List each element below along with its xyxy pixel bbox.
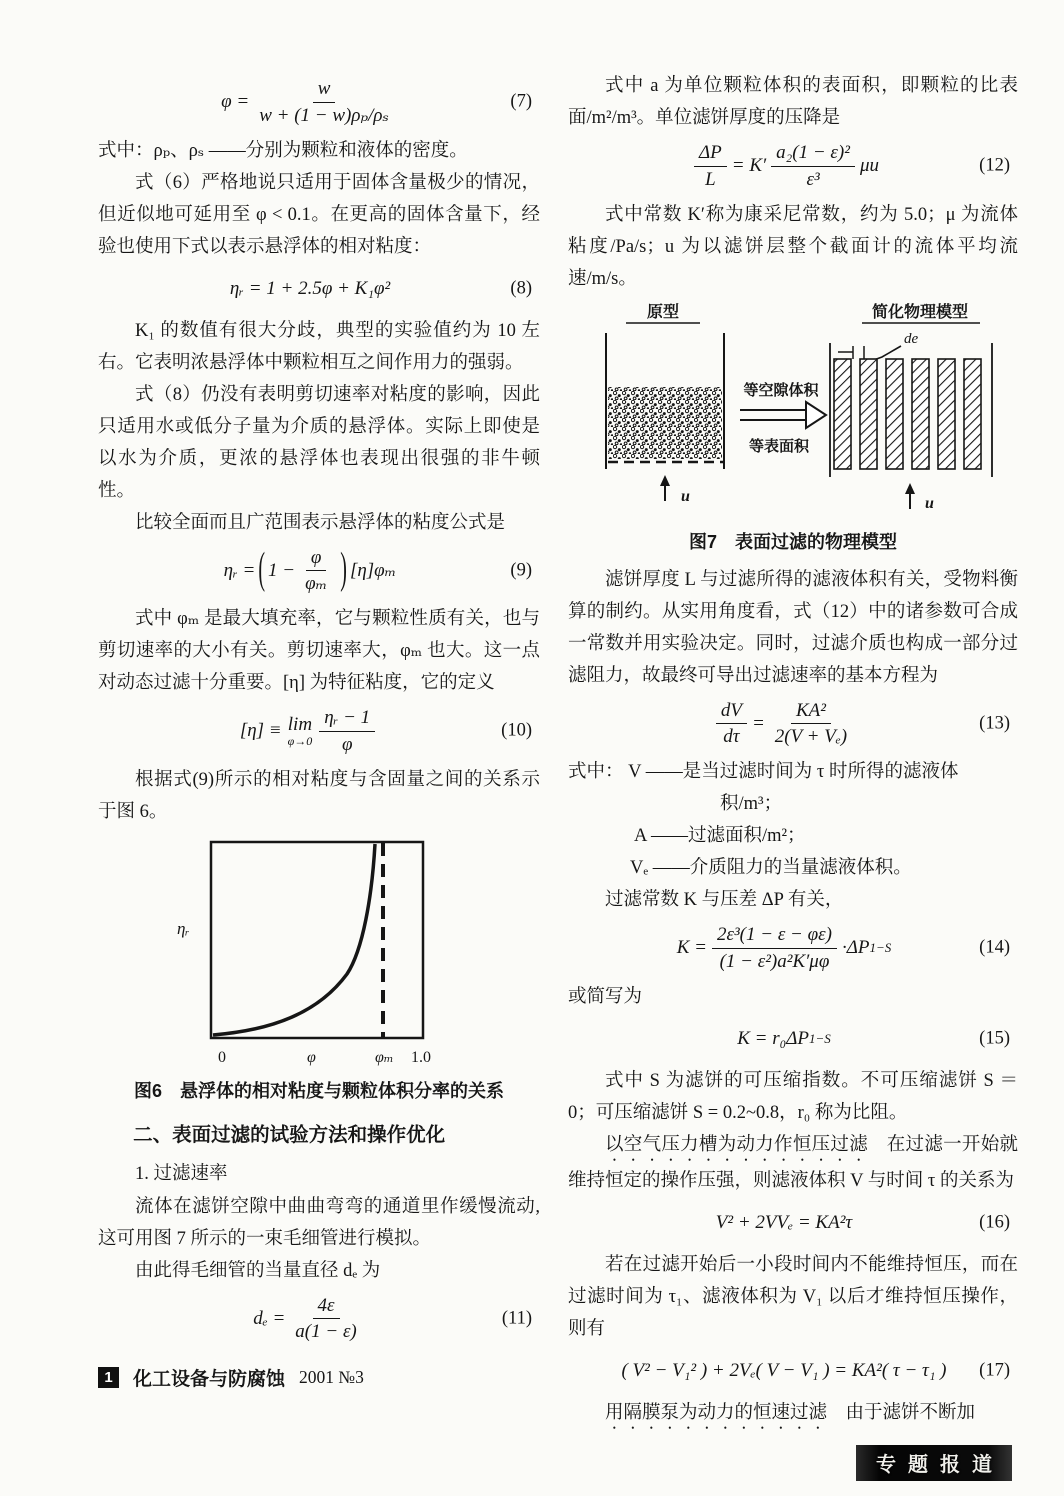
definition-line-ve: Vₑ ——介质阻力的当量滤液体积。 (630, 858, 912, 878)
eq14-lhs: K = (676, 937, 707, 959)
eq9-number: (9) (510, 560, 532, 581)
definition-line-a: A ——过滤面积/m²； (634, 826, 806, 846)
eq14-deltap: ·ΔP (841, 937, 870, 959)
figure-6-plot (149, 834, 489, 1072)
eq9-suffix: [η]φₘ (349, 560, 397, 582)
fig6-frame (211, 842, 423, 1038)
paragraph-constant-rate: 用隔膜泵为动力的恒速过滤 由于滤饼不断加 (605, 1402, 976, 1423)
eq7-number: (7) (510, 91, 532, 112)
fig7-left-title: 原型 (646, 303, 680, 321)
figure-7 (568, 301, 1018, 554)
eq9-open-paren: ( (258, 545, 266, 594)
eq11-number: (11) (501, 1308, 532, 1329)
equation-10 (98, 706, 532, 757)
equation-12 (568, 141, 1010, 192)
paragraph-constant-pressure: 以空气压力槽为动力作恒压过滤 在过滤一开始就维持恒定的操作压强，则滤液体积 V 与时间 τ 的关系为 (568, 1134, 1018, 1191)
fig7-right-title: 简化物理模型 (871, 303, 969, 321)
eq12-suffix: μu (859, 155, 879, 177)
eq12-mid: = K′ (731, 155, 767, 177)
equation-14 (568, 923, 1010, 974)
eq15-exponent: 1−S (808, 1030, 831, 1046)
eq15-number: (15) (979, 1028, 1010, 1048)
eq13-fraction-ka2: $\frac{\text{KA²}}{\text{2(V + Vₑ)}}$ (774, 699, 848, 748)
paragraph-shear-rate: 式（8）仍没有表明剪切速率对粘度的影响，因此只适用水或低分子量为介质的悬浮体。实际上即使是以水为介质，更浓的悬浮体也表现出很强的非牛顿性。 (98, 384, 540, 501)
fig7-capillary-bar (860, 359, 877, 469)
paragraph-delayed-pressure: 若在过滤开始后一小段时间内不能维持恒压，而在过滤时间为 τ₁、滤液体积为 V₁ 以后才维持恒压操作，则有 (568, 1254, 1018, 1339)
equation-15 (568, 1020, 1010, 1058)
eq12-fraction-kozeny: $\frac{\text{a₂(1 − ε)²}}{\text{ε³}}$ (771, 141, 855, 192)
paragraph-or-simplified: 或简写为 (568, 986, 643, 1007)
section-heading: 二、表面过滤的试验方法和操作优化 (133, 1123, 446, 1146)
fig7-capillary-bar (938, 359, 955, 469)
fig7-capillary-bar (964, 359, 981, 469)
paragraph-fig6-reference: 根据式(9)所示的相对粘度与含固量之间的关系示于图 6。 (98, 769, 540, 822)
eq14-fraction: $\frac{\text{2ε³(1 − ε − φε)}}{\text{(1 − ε²)a²K′μφ}}$ (712, 923, 837, 974)
fig6-x-axis-label: φ (307, 1048, 316, 1066)
equation-16: V² + 2VVₑ = KA²τ (16) (715, 1211, 1010, 1233)
fig6-tick-1: 1.0 (411, 1048, 431, 1066)
equation-9 (98, 545, 532, 597)
special-report-banner: 专题报道 (856, 1445, 1012, 1481)
eq10-limit: lim φ→0 (287, 713, 313, 748)
eq11-fraction: $\frac{4\varepsilon}{a(1 - \varepsilon)}$ (295, 1294, 357, 1343)
figure-6-caption: 图6 悬浮体的相对粘度与颗粒体积分率的关系 (133, 1080, 504, 1101)
eq10-lhs: [η] ≡ (239, 720, 282, 742)
fig6-tick-phim: φₘ (375, 1048, 394, 1066)
paragraph-cake-thickness: 滤饼厚度 L 与过滤所得的滤液体积有关，受物料衡算的制约。从实用角度看，式（12）中的诸参数可合成一常数并用实验决定。同时，过滤介质也构成一部分过滤阻力，故最终可导出过滤速率的基本方程为 (568, 569, 1018, 686)
eq12-number: (12) (979, 155, 1010, 176)
eq17-number: (17) (979, 1360, 1010, 1380)
fig7-equal-surface-label: 等表面积 (748, 437, 810, 455)
constant-rate-emphasis: 用隔膜泵为动力的恒速过滤 (605, 1402, 828, 1423)
fig7-right-u-label: u (925, 494, 934, 512)
fig7-particle-bed (608, 387, 722, 459)
eq8-number: (8) (510, 278, 532, 298)
fig6-y-axis-label: ηᵣ (177, 918, 190, 938)
paragraph-eq6-validity: 式（6）严格地说只适用于固体含量极少的情况，但近似地可延用至 φ < 0.1。在更高的固体含量下，经验也使用下式以表示悬浮体的相对粘度： (98, 172, 540, 257)
equation-17: ( V² − V₁² ) + 2Vₑ( V − V₁ ) = KA²( τ − τ₁ ) (17) (621, 1359, 1010, 1381)
figure-6 (98, 834, 540, 1103)
eq13-number: (13) (979, 713, 1010, 734)
fig6-viscosity-curve (213, 844, 375, 1035)
eq10-number: (10) (501, 720, 532, 741)
right-column (568, 70, 1018, 1481)
eq13-fraction-dvdt: $\frac{dV}{d\tau}$ (716, 699, 747, 750)
fig7-left-u-label: u (681, 487, 690, 505)
journal-title: 化工设备与防腐蚀 (133, 1369, 286, 1390)
eq10-fraction: $\frac{\text{ηᵣ − 1}}{\varphi}$ (319, 706, 375, 757)
paragraph-compressibility-index: 式中 S 为滤饼的可压缩指数。不可压缩滤饼 S ＝0；可压缩滤饼 S = 0.2~0.8，r₀ 称为比阻。 (568, 1070, 1018, 1123)
fig7-de-label: de (904, 330, 919, 347)
paragraph-capillary-model: 流体在滤饼空隙中曲曲弯弯的通道里作缓慢流动,这可用图 7 所示的一束毛细管进行模拟。 (98, 1196, 540, 1249)
fig7-right-flow-arrowhead (905, 483, 915, 494)
fig7-capillary-bar (886, 359, 903, 469)
figure-7-diagram (568, 301, 1018, 523)
definition-line-v: 式中： V ——是当过滤时间为 τ 时所得的滤液体 (568, 762, 959, 782)
equation-13 (568, 699, 1010, 750)
paragraph-phim-definition: 式中 φₘ 是最大填充率，它与颗粒性质有关，也与剪切速率的大小有关。剪切速率大，φₘ 也大。这一点对动态过滤十分重要。[η] 为特征粘度，它的定义 (98, 609, 540, 693)
equation-7 (98, 77, 532, 128)
fig6-tick-0: 0 (218, 1048, 226, 1066)
eq9-one-minus: 1 − (268, 559, 296, 581)
eq7-fraction: $\frac{w}{\text{w + (1 − w)ρₚ/ρₛ}}$ (259, 78, 389, 126)
fig7-capillary-bar (912, 359, 929, 469)
eq9-fraction: $\frac{\varphi}{\text{φₘ}}$ (305, 546, 328, 595)
left-column (98, 70, 540, 1481)
paragraph-kozeny-constant: 式中常数 K′称为康采尼常数，约为 5.0；μ 为流体粘度/Pa/s；u 为以滤饼层整个截面计的流体平均流速/m/s。 (568, 204, 1018, 289)
subsection-heading: 1. 过滤速率 (135, 1163, 228, 1184)
fig7-equal-void-label: 等空隙体积 (743, 381, 819, 399)
eq14-number: (14) (979, 937, 1010, 958)
eq7-lhs: φ = (221, 91, 250, 113)
figure-7-caption: 图7 表面过滤的物理模型 (688, 531, 897, 552)
eq16-number: (16) (979, 1212, 1010, 1232)
eq14-exponent: 1−S (869, 940, 892, 956)
equation-11 (98, 1294, 532, 1345)
paragraph-k1-value: K₁ 的数值有很大分歧，典型的实验值约为 10 左右。它表明浓悬浮体中颗粒相互之间作用力的强弱。 (98, 320, 540, 373)
paragraph-equivalent-diameter: 由此得毛细管的当量直径 dₑ 为 (135, 1260, 381, 1281)
eq12-fraction-dp-l: $\frac{\Delta P}{L}$ (694, 141, 727, 192)
equation-8: ηᵣ = 1 + 2.5φ + K₁φ² (8) (229, 277, 532, 299)
definition-line-v-cont: 积/m³； (720, 794, 783, 814)
paragraph-viscosity-formula-intro: 比较全面而且广范围表示悬浮体的粘度公式是 (135, 512, 506, 533)
eq9-lhs: ηᵣ = (223, 559, 256, 581)
paragraph-rho-definition: 式中：ρₚ、ρₛ ——分别为颗粒和液体的密度。 (98, 140, 468, 161)
journal-issue: 2001 №3 (299, 1367, 364, 1387)
eq13-mid: = (751, 712, 765, 734)
fig7-hollow-arrowhead (806, 402, 826, 428)
eq15-body: K = r₀ΔP (737, 1027, 809, 1049)
paragraph-specific-surface: 式中 a 为单位颗粒体积的表面积，即颗粒的比表面/m²/m³。单位滤饼厚度的压降是 (568, 76, 1018, 128)
fig7-capillary-bar (834, 359, 851, 469)
fig7-left-flow-arrowhead (660, 475, 670, 486)
page-number-box: 1 (98, 1367, 119, 1388)
paragraph-filtration-constant: 过滤常数 K 与压差 ΔP 有关， (605, 890, 844, 910)
constant-pressure-emphasis: 以空气压力槽为动力作恒压过滤 (605, 1134, 868, 1155)
eq9-close-paren: ) (340, 545, 347, 594)
eq11-lhs: dₑ = (253, 1307, 286, 1329)
page-footer (98, 1364, 540, 1391)
